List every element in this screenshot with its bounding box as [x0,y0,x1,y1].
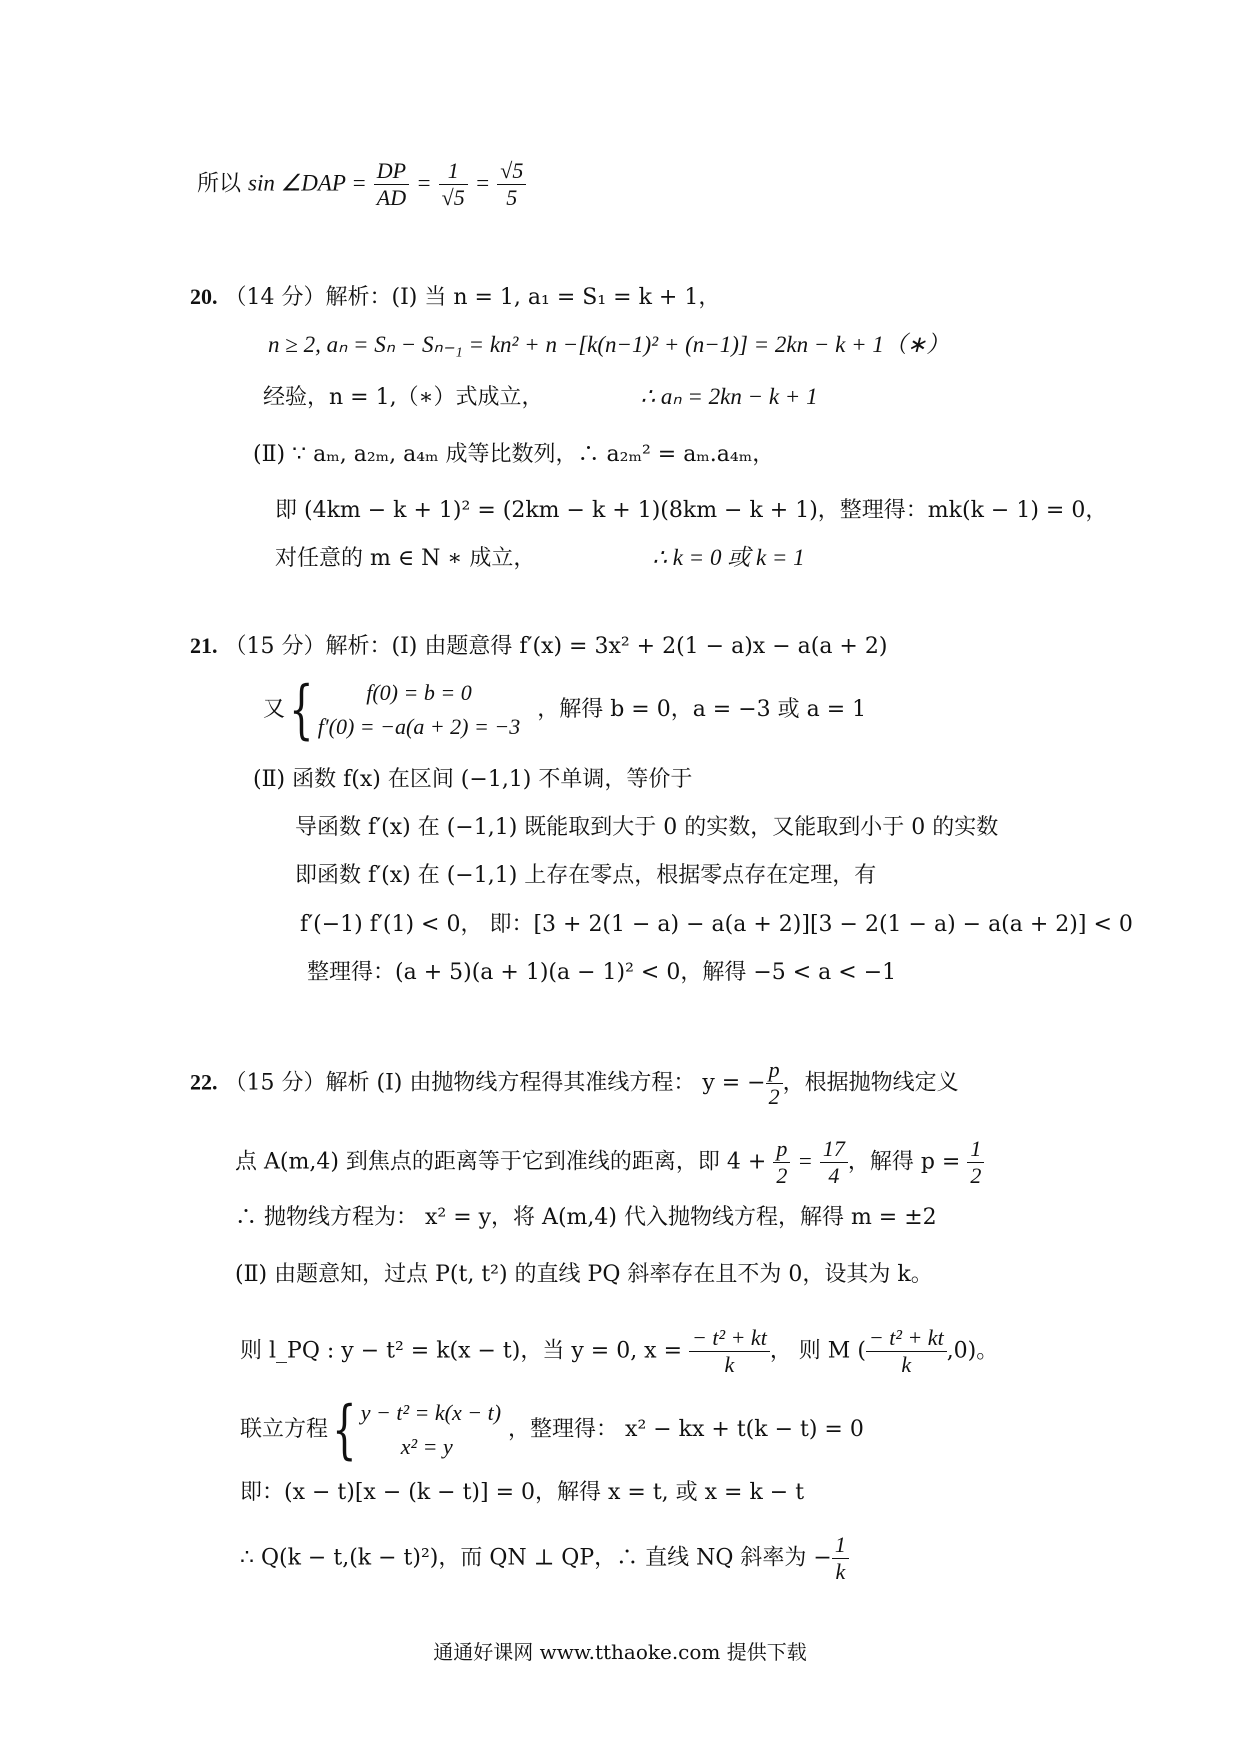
q21-line7: 整理得：(a + 5)(a + 1)(a − 1)² < 0，解得 −5 < a < −1 [307,960,897,985]
q22-head-text: （15 分）解析 (Ⅰ) 由抛物线方程得其准线方程： y = − [224,1070,766,1096]
fraction-root5-5: $\frac{√5}{5}$ [497,158,526,211]
q21-heading [190,631,887,662]
q22-line8: ∴ Q(k − t,(k − t)²)，而 QN ⊥ QP，∴ 直线 NQ 斜率为 − $\frac{1}{k}$ [240,1532,849,1585]
q21-you: 又 [263,697,286,722]
q22-heading: 22. （15 分）解析 (Ⅰ) 由抛物线方程得其准线方程： y = − $\frac{p}{2}$ ，根据抛物线定义 [190,1057,959,1109]
fraction-1-root5: $\frac{1}{√5}$ [439,158,468,211]
q22-line4: (Ⅱ) 由题意知，过点 P(t, t²) 的直线 PQ 斜率存在且不为 0，设其为 k。 [235,1262,933,1287]
q21-system [263,670,866,750]
fraction-dp-ad: $\frac{DP}{AD}$ [374,158,409,211]
page-footer: 通通好课网 www.tthaoke.com 提供下载 [433,1640,807,1664]
q20-number: 20. [190,284,218,309]
q20-line4: (Ⅱ) ∵ aₘ, a₂ₘ, a₄ₘ 成等比数列，∴ a₂ₘ² = aₘ.a₄ₘ， [253,442,775,467]
q20-line3-left: 经验，n = 1,（∗）式成立， [263,385,544,410]
q22-line2: 点 A(m,4) 到焦点的距离等于它到准线的距离，即 4 + $\frac{p}{2}$ = $\frac{17}{4}$ ，解得 p = $\frac{1}{2}$ [235,1136,984,1189]
q22-line5: 则 l_PQ : y − t² = k(x − t)，当 y = 0, x = $\frac{\text{− t² + kt}}{k}$ ， 则 M ( $\frac{\text{− t² + kt}}{k}$ ,0)。 [240,1325,999,1377]
q21-line4: 导函数 f′(x) 在 (−1,1) 既能取到大于 0 的实数，又能取到小于 0 的实数 [295,815,999,840]
q20-line3-right: ∴ aₙ = 2kn − k + 1 [640,384,818,409]
text-prefix: 所以 [197,171,242,197]
q21-line5: 即函数 f′(x) 在 (−1,1) 上存在零点，根据零点存在定理，有 [295,863,877,888]
q21-system-result: ，解得 b = 0，a = −3 或 a = 1 [537,697,867,722]
q21-line3: (Ⅱ) 函数 f(x) 在区间 (−1,1) 不单调，等价于 [253,767,693,792]
q20-line5: 即 (4km − k + 1)² = (2km − k + 1)(8km − k + 1)，整理得：mk(k − 1) = 0， [275,498,1108,523]
q21-number: 21. [190,633,218,658]
q22-line7: 即：(x − t)[x − (k − t)] = 0，解得 x = t, 或 x = k − t [240,1480,805,1505]
q20-line6-right: ∴ k = 0 或 k = 1 [652,545,805,570]
q22-line3: ∴ 抛物线方程为： x² = y，将 A(m,4) 代入抛物线方程，解得 m = ±2 [235,1205,937,1230]
q20-heading [190,282,720,313]
q20-line6 [275,543,805,574]
q21-head-text: （15 分）解析：(Ⅰ) 由题意得 f′(x) = 3x² + 2(1 − a)x − a(a + 2) [224,634,888,659]
q22-number: 22. [190,1069,218,1095]
sine-expression: sin ∠DAP = [248,170,367,196]
q20-line2: n ≥ 2, aₙ = Sₙ − Sₙ₋₁ = kn² + n −[k(n−1)² + (n−1)] = 2kn − k + 1（∗） [268,332,950,357]
q20-line6-left: 对任意的 m ∈ N ∗ 成立， [275,546,536,571]
q21-line6: f′(−1) f′(1) < 0， 即：[3 + 2(1 − a) − a(a + 2)][3 − 2(1 − a) − a(a + 2)] < 0 [300,912,1133,937]
q20-head-text: （14 分）解析：(Ⅰ) 当 n = 1, a₁ = S₁ = k + 1， [224,285,721,310]
q22-system: 联立方程{ y − t² = k(x − t) x² = y ，整理得： x² − kx + t(k − t) = 0 [240,1393,864,1467]
q21-equation-system: f(0) = b = 0 f′(0) = −a(a + 2) = −3 [317,680,521,739]
sine-result-line: 所以 sin ∠DAP = $\frac{DP}{AD}$ = $\frac{1}{√5}$ = $\frac{√5}{5}$ [197,158,526,211]
brace-icon: { [289,673,314,747]
brace-icon: { [332,1393,357,1467]
q22-equation-system: y − t² = k(x − t) x² = y [360,1400,502,1459]
q20-line3 [263,382,818,413]
